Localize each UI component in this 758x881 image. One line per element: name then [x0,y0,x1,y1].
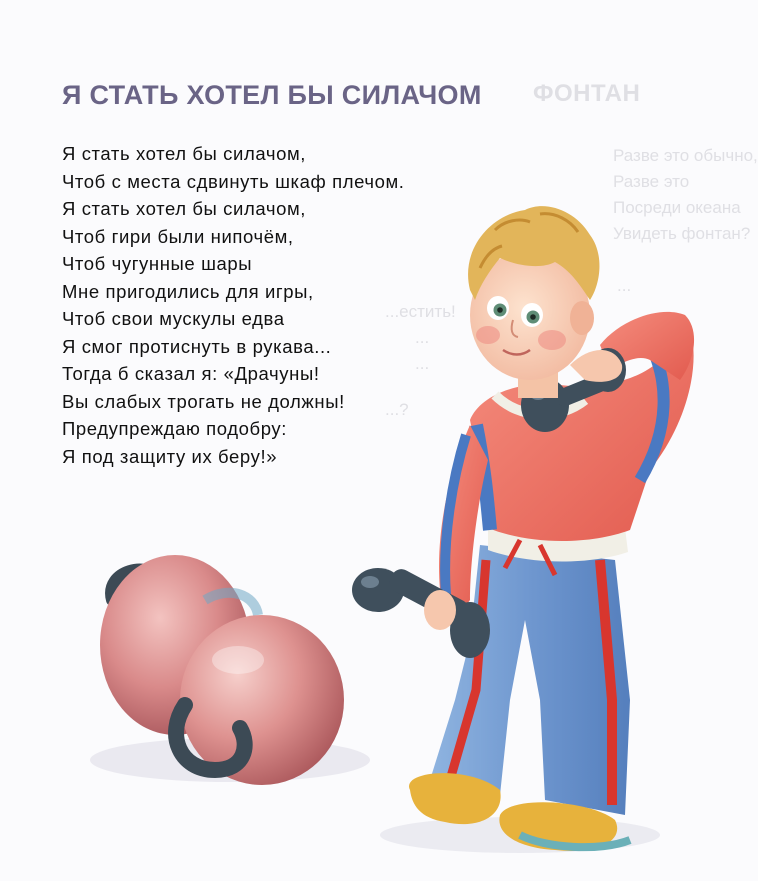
show-through-line: Разве это [613,172,690,191]
show-through-line: ... [415,328,430,347]
show-through-line: ... [617,276,632,295]
show-through-line: Разве это обычно, [613,146,758,165]
show-through-line: Увидеть фонтан? [613,224,751,243]
poem-line: Чтоб чугунные шары [62,253,253,274]
poem-line: Чтоб с места сдвинуть шкаф плечом. [62,170,405,192]
poem-line: Мне пригодились для игры, [62,280,314,302]
show-through-line: Посреди океана [613,198,741,217]
poem-line: Предупреждаю подобру: [62,418,288,439]
poem-line: Я стать хотел бы силачом, [62,143,307,164]
boy-figure [352,206,694,851]
poem-line: Я смог протиснуть в рукава... [62,335,332,357]
show-through-line: ... [415,354,430,373]
poem-line: Вы слабых трогать не должны! [62,390,345,412]
poem-line: Чтоб свои мускулы едва [62,308,285,329]
show-through-line: ...? [385,400,409,419]
show-through-line: ...естить! [385,302,456,321]
poem-title: Я СТАТЬ ХОТЕЛ БЫ СИЛАЧОМ [62,80,482,110]
poem-line: Я под защиту их беру!» [62,445,278,467]
show-through-title: ФОНТАН [533,80,641,107]
poem-line: Тогда б сказал я: «Драчуны! [62,363,320,384]
poem-line: Чтоб гири были нипочём, [62,225,294,247]
poem-line: Я стать хотел бы силачом, [62,198,307,219]
